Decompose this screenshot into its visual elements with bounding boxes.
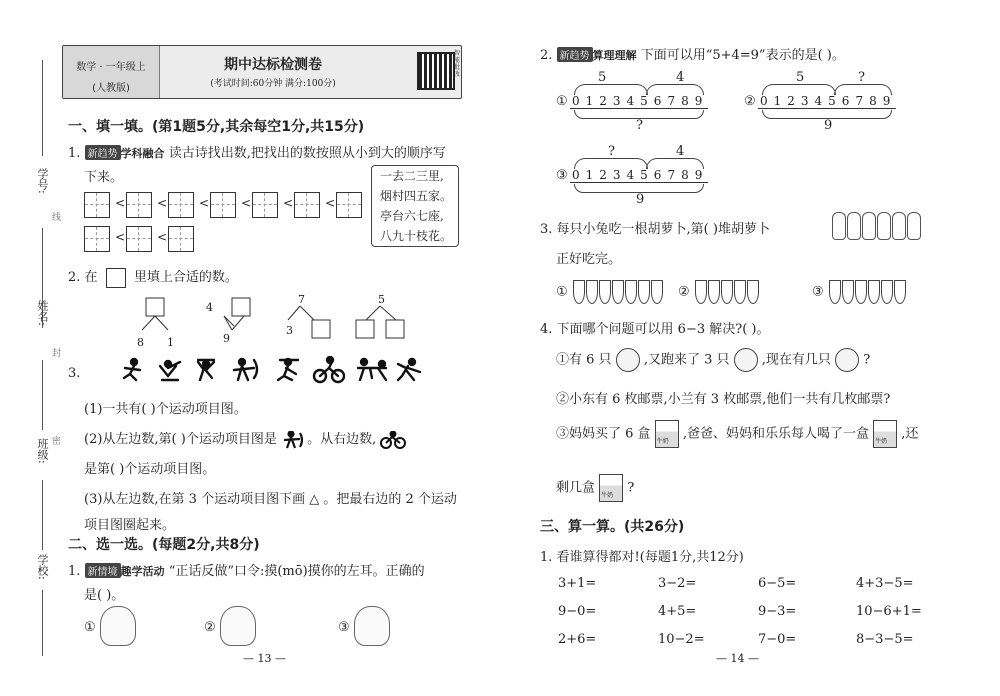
- option-text: ?: [627, 480, 635, 496]
- axis-line: [758, 108, 896, 109]
- tree-value: 9: [223, 332, 230, 345]
- section-title: 一、填一填。(第1题5分,其余每空1分,共15分): [68, 119, 365, 135]
- exam-title: 期中达标检测卷: [224, 57, 322, 73]
- option-mark: ②: [678, 284, 690, 300]
- question-number: 3.: [68, 366, 81, 381]
- option-mark[interactable]: ③: [556, 168, 568, 183]
- new-context-tag: 新情境: [85, 563, 121, 578]
- rowing-icon: [160, 361, 180, 380]
- rabbit-icon: [892, 212, 906, 240]
- carrot-icon: [855, 280, 867, 304]
- carrot-icon: [625, 280, 637, 304]
- exam-header: [62, 45, 462, 99]
- answer-box[interactable]: [168, 226, 194, 252]
- answer-box[interactable]: [84, 192, 110, 218]
- question-number: 2.: [540, 48, 553, 63]
- less-than: <: [241, 196, 252, 210]
- carrot-icon: [695, 280, 707, 304]
- girl-touching-ear-image: [100, 606, 136, 646]
- question-9: 1. 看谁算得都对!(每题1分,共12分): [540, 550, 744, 565]
- q3-part3: (3)从左边数,在第 3 个运动项目图下画 △ 。把最右边的 2 个运动: [84, 492, 457, 507]
- binding-line: [42, 360, 43, 430]
- poem-line: 烟村四五家。: [380, 189, 453, 203]
- school-label: 学校:: [36, 554, 49, 580]
- q3-part3-cont: 项目图圈起来。: [84, 518, 176, 533]
- question-8: 4. 下面哪个问题可以用 6−3 解决?( )。: [540, 322, 770, 337]
- answer-box[interactable]: [210, 192, 236, 218]
- cycling-icon: [314, 357, 344, 382]
- question-7-line2: 正好吃完。: [556, 252, 622, 267]
- option-text: ?: [863, 352, 871, 368]
- rabbits-image: [832, 212, 922, 244]
- option-mark[interactable]: ②: [204, 620, 216, 635]
- answer-box[interactable]: [126, 226, 152, 252]
- poem-box: [371, 165, 459, 247]
- question-number: 1.: [68, 564, 81, 579]
- tree-value: 7: [298, 293, 305, 306]
- new-trend-tag: 新趋势: [557, 47, 593, 62]
- option-text: ①有 6 只: [556, 352, 612, 368]
- chick-icon: [734, 348, 758, 372]
- tag-text: 算理理解: [592, 49, 637, 62]
- answer-box[interactable]: [294, 192, 320, 218]
- carrot-icon: [708, 280, 720, 304]
- archery-icon: [281, 431, 303, 449]
- milk-carton-icon: [873, 420, 897, 448]
- option-text: ③妈妈买了 6 盒: [556, 426, 651, 442]
- qr-caption: 智能批改: [454, 50, 461, 78]
- option-mark[interactable]: ①: [556, 94, 568, 109]
- section-title: 二、选一选。(每题2分,共8分): [68, 537, 260, 553]
- tree-value: 8: [137, 336, 144, 349]
- milk-label: 牛奶: [875, 438, 888, 445]
- arithmetic-item[interactable]: 3−2=: [658, 576, 697, 591]
- arithmetic-item[interactable]: 10−2=: [658, 632, 705, 647]
- question-text: 读古诗找出数,把找出的数按照从小到大的顺序写: [168, 146, 446, 161]
- gymnastics-icon: [278, 359, 298, 380]
- less-than: <: [115, 230, 126, 244]
- question-1-line1: [68, 142, 446, 161]
- grade-label: 数学 · 一年级上: [76, 62, 146, 73]
- carrot-icon: [573, 280, 585, 304]
- new-trend-tag: 新趋势: [85, 145, 121, 160]
- answer-box[interactable]: [168, 192, 194, 218]
- q3-part2-text: 。从右边数,: [307, 432, 377, 447]
- question-7-line1: 3. 每只小兔吃一根胡萝卜,第( )堆胡萝卜: [540, 222, 770, 237]
- skating-icon: [398, 359, 420, 380]
- answer-box[interactable]: [84, 226, 110, 252]
- carrot-icon: [586, 280, 598, 304]
- carrot-icon: [612, 280, 624, 304]
- part-label: ?: [858, 70, 865, 85]
- question-text: 下面可以用“5+4=9”表示的是( )。: [640, 48, 845, 63]
- box-symbol: [106, 268, 126, 288]
- sport-pictograms: [120, 356, 430, 386]
- axis-numbers: 0123456789: [760, 94, 897, 108]
- binding-line: [42, 480, 43, 550]
- tag-text: 学科融合: [120, 147, 165, 160]
- chick-icon: [616, 348, 640, 372]
- tree-branch-box[interactable]: [386, 320, 404, 338]
- rabbit-icon: [907, 212, 921, 240]
- arithmetic-item[interactable]: 7−0=: [758, 632, 797, 647]
- q8-option-3-cont: [556, 474, 634, 502]
- edition-label: (人教版): [92, 83, 130, 94]
- question-text: 里填上合适的数。: [133, 270, 238, 285]
- cut-mark: 密: [52, 437, 62, 447]
- wrestling-icon: [358, 359, 386, 380]
- running-icon: [124, 359, 140, 380]
- less-than: <: [283, 196, 294, 210]
- binding-line: [42, 60, 43, 156]
- question-5-line2: 是( )。: [84, 588, 125, 603]
- q3-part2: [84, 428, 406, 449]
- milk-carton-icon: [655, 420, 679, 448]
- section-title: 三、算一算。(共26分): [540, 519, 685, 535]
- carrot-icon: [894, 280, 906, 304]
- carrot-icon: [638, 280, 650, 304]
- question-text: “正话反做”口令:摸(mō)摸你的左耳。正确的: [168, 564, 425, 579]
- option-mark: ③: [812, 284, 824, 300]
- rabbit-icon: [832, 212, 846, 240]
- name-label: 姓名:: [36, 300, 49, 326]
- q3-part1: (1)一共有( )个运动项目图。: [84, 402, 247, 417]
- poem-line: 一去二三里,: [380, 169, 444, 183]
- option-mark[interactable]: ①: [84, 620, 96, 635]
- axis-line: [570, 108, 708, 109]
- carrot-option[interactable]: [678, 280, 759, 304]
- whole-label: ?: [636, 118, 643, 133]
- option-mark[interactable]: ②: [744, 94, 756, 109]
- carrot-icon: [599, 280, 611, 304]
- option-mark[interactable]: ③: [338, 620, 350, 635]
- part-label: 4: [676, 144, 685, 159]
- answer-box[interactable]: [336, 192, 362, 218]
- tree-branch-box[interactable]: [356, 320, 374, 338]
- page-number: — 14 —: [716, 652, 759, 665]
- axis-line: [570, 182, 708, 183]
- q8-option-3[interactable]: [556, 420, 918, 448]
- arithmetic-item[interactable]: 8−3−5=: [856, 632, 914, 647]
- carrot-option[interactable]: [812, 280, 906, 304]
- arithmetic-item[interactable]: 4+5=: [658, 604, 697, 619]
- tag-text: 趣学活动: [120, 565, 165, 578]
- cycling-icon: [380, 431, 406, 449]
- archery-icon: [234, 359, 257, 380]
- option-text: ,又跑来了 3 只: [643, 352, 730, 368]
- whole-label: 9: [636, 192, 645, 207]
- carrot-icon: [747, 280, 759, 304]
- rabbit-icon: [847, 212, 861, 240]
- arithmetic-item[interactable]: 9−0=: [558, 604, 597, 619]
- option-text: ,现在有几只: [761, 352, 831, 368]
- tree-top-box[interactable]: [232, 298, 250, 316]
- arithmetic-item[interactable]: 9−3=: [758, 604, 797, 619]
- milk-label: 牛奶: [601, 492, 614, 499]
- answer-box[interactable]: [252, 192, 278, 218]
- boy-touching-ear-image: [220, 606, 256, 646]
- q8-option-1[interactable]: [556, 348, 870, 372]
- rabbit-icon: [862, 212, 876, 240]
- binding-line: [42, 590, 43, 656]
- answer-box[interactable]: [126, 192, 152, 218]
- milk-carton-icon: [599, 474, 623, 502]
- q3-part2-cont: 是第( )个运动项目图。: [84, 462, 216, 477]
- girl-ponytail-image: [354, 606, 390, 646]
- question-2: [68, 266, 238, 288]
- student-id-label: 学号:: [36, 168, 49, 194]
- carrot-icon: [734, 280, 746, 304]
- tree-value: 5: [378, 293, 385, 306]
- arithmetic-item[interactable]: 6−5=: [758, 576, 797, 591]
- rabbit-icon: [877, 212, 891, 240]
- tree-branch-box[interactable]: [312, 320, 330, 338]
- part-label: 5: [598, 70, 607, 85]
- whole-label: 9: [824, 118, 833, 133]
- option-mark: ①: [556, 284, 568, 300]
- question-number: 1.: [68, 146, 81, 161]
- carrot-option[interactable]: [556, 280, 663, 304]
- arithmetic-item[interactable]: 2+6=: [558, 632, 597, 647]
- page-number: — 13 —: [243, 652, 286, 665]
- option-text: ,还: [901, 426, 919, 442]
- question-5-line1: [68, 560, 425, 579]
- grade-tab: [63, 46, 160, 98]
- carrot-icon: [829, 280, 841, 304]
- carrot-icon: [881, 280, 893, 304]
- cut-mark: 线: [52, 213, 62, 223]
- option-text: ,爸爸、妈妈和乐乐每人喝了一盒: [682, 426, 869, 442]
- less-than: <: [157, 230, 168, 244]
- carrot-icon: [651, 280, 663, 304]
- carrot-icon: [842, 280, 854, 304]
- option-text: 剩几盒: [556, 480, 596, 496]
- tree-value: 4: [206, 301, 213, 314]
- cut-mark: 封: [52, 349, 62, 359]
- q3-part2-text: (2)从左边数,第( )个运动项目图是: [84, 432, 277, 447]
- axis-numbers: 0123456789: [572, 94, 709, 108]
- question-1-line2: 下来。: [84, 170, 124, 185]
- exam-subtitle: (考试时间:60分钟 满分:100分): [210, 79, 336, 89]
- binding-margin: [28, 60, 68, 660]
- part-label: 4: [676, 70, 685, 85]
- question-prefix: 2. 在: [68, 270, 98, 285]
- carrot-icon: [721, 280, 733, 304]
- less-than: <: [325, 196, 336, 210]
- q8-option-2[interactable]: ②小东有 6 枚邮票,小兰有 3 枚邮票,他们一共有几枚邮票?: [556, 392, 891, 407]
- qr-code-icon: [417, 52, 455, 90]
- less-than: <: [157, 196, 168, 210]
- part-label: 5: [796, 70, 805, 85]
- axis-numbers: 0123456789: [572, 168, 709, 182]
- carrot-icon: [868, 280, 880, 304]
- less-than: <: [115, 196, 126, 210]
- weightlifting-icon: [198, 360, 214, 380]
- class-label: 班级:: [36, 438, 49, 464]
- chick-icon: [835, 348, 859, 372]
- poem-line: 八九十枝花。: [380, 229, 453, 243]
- poem-line: 亭台六七座,: [380, 209, 444, 223]
- tree-value: 3: [286, 324, 293, 337]
- tree-value: 1: [167, 336, 174, 349]
- tree-top-box[interactable]: [146, 298, 164, 316]
- arithmetic-item[interactable]: 3+1=: [558, 576, 597, 591]
- arithmetic-item[interactable]: 10−6+1=: [856, 604, 922, 619]
- number-trees: [120, 296, 420, 350]
- part-label: ?: [608, 144, 615, 159]
- arithmetic-item[interactable]: 4+3−5=: [856, 576, 914, 591]
- question-6: [540, 44, 845, 63]
- less-than: <: [199, 196, 210, 210]
- milk-label: 牛奶: [656, 438, 669, 445]
